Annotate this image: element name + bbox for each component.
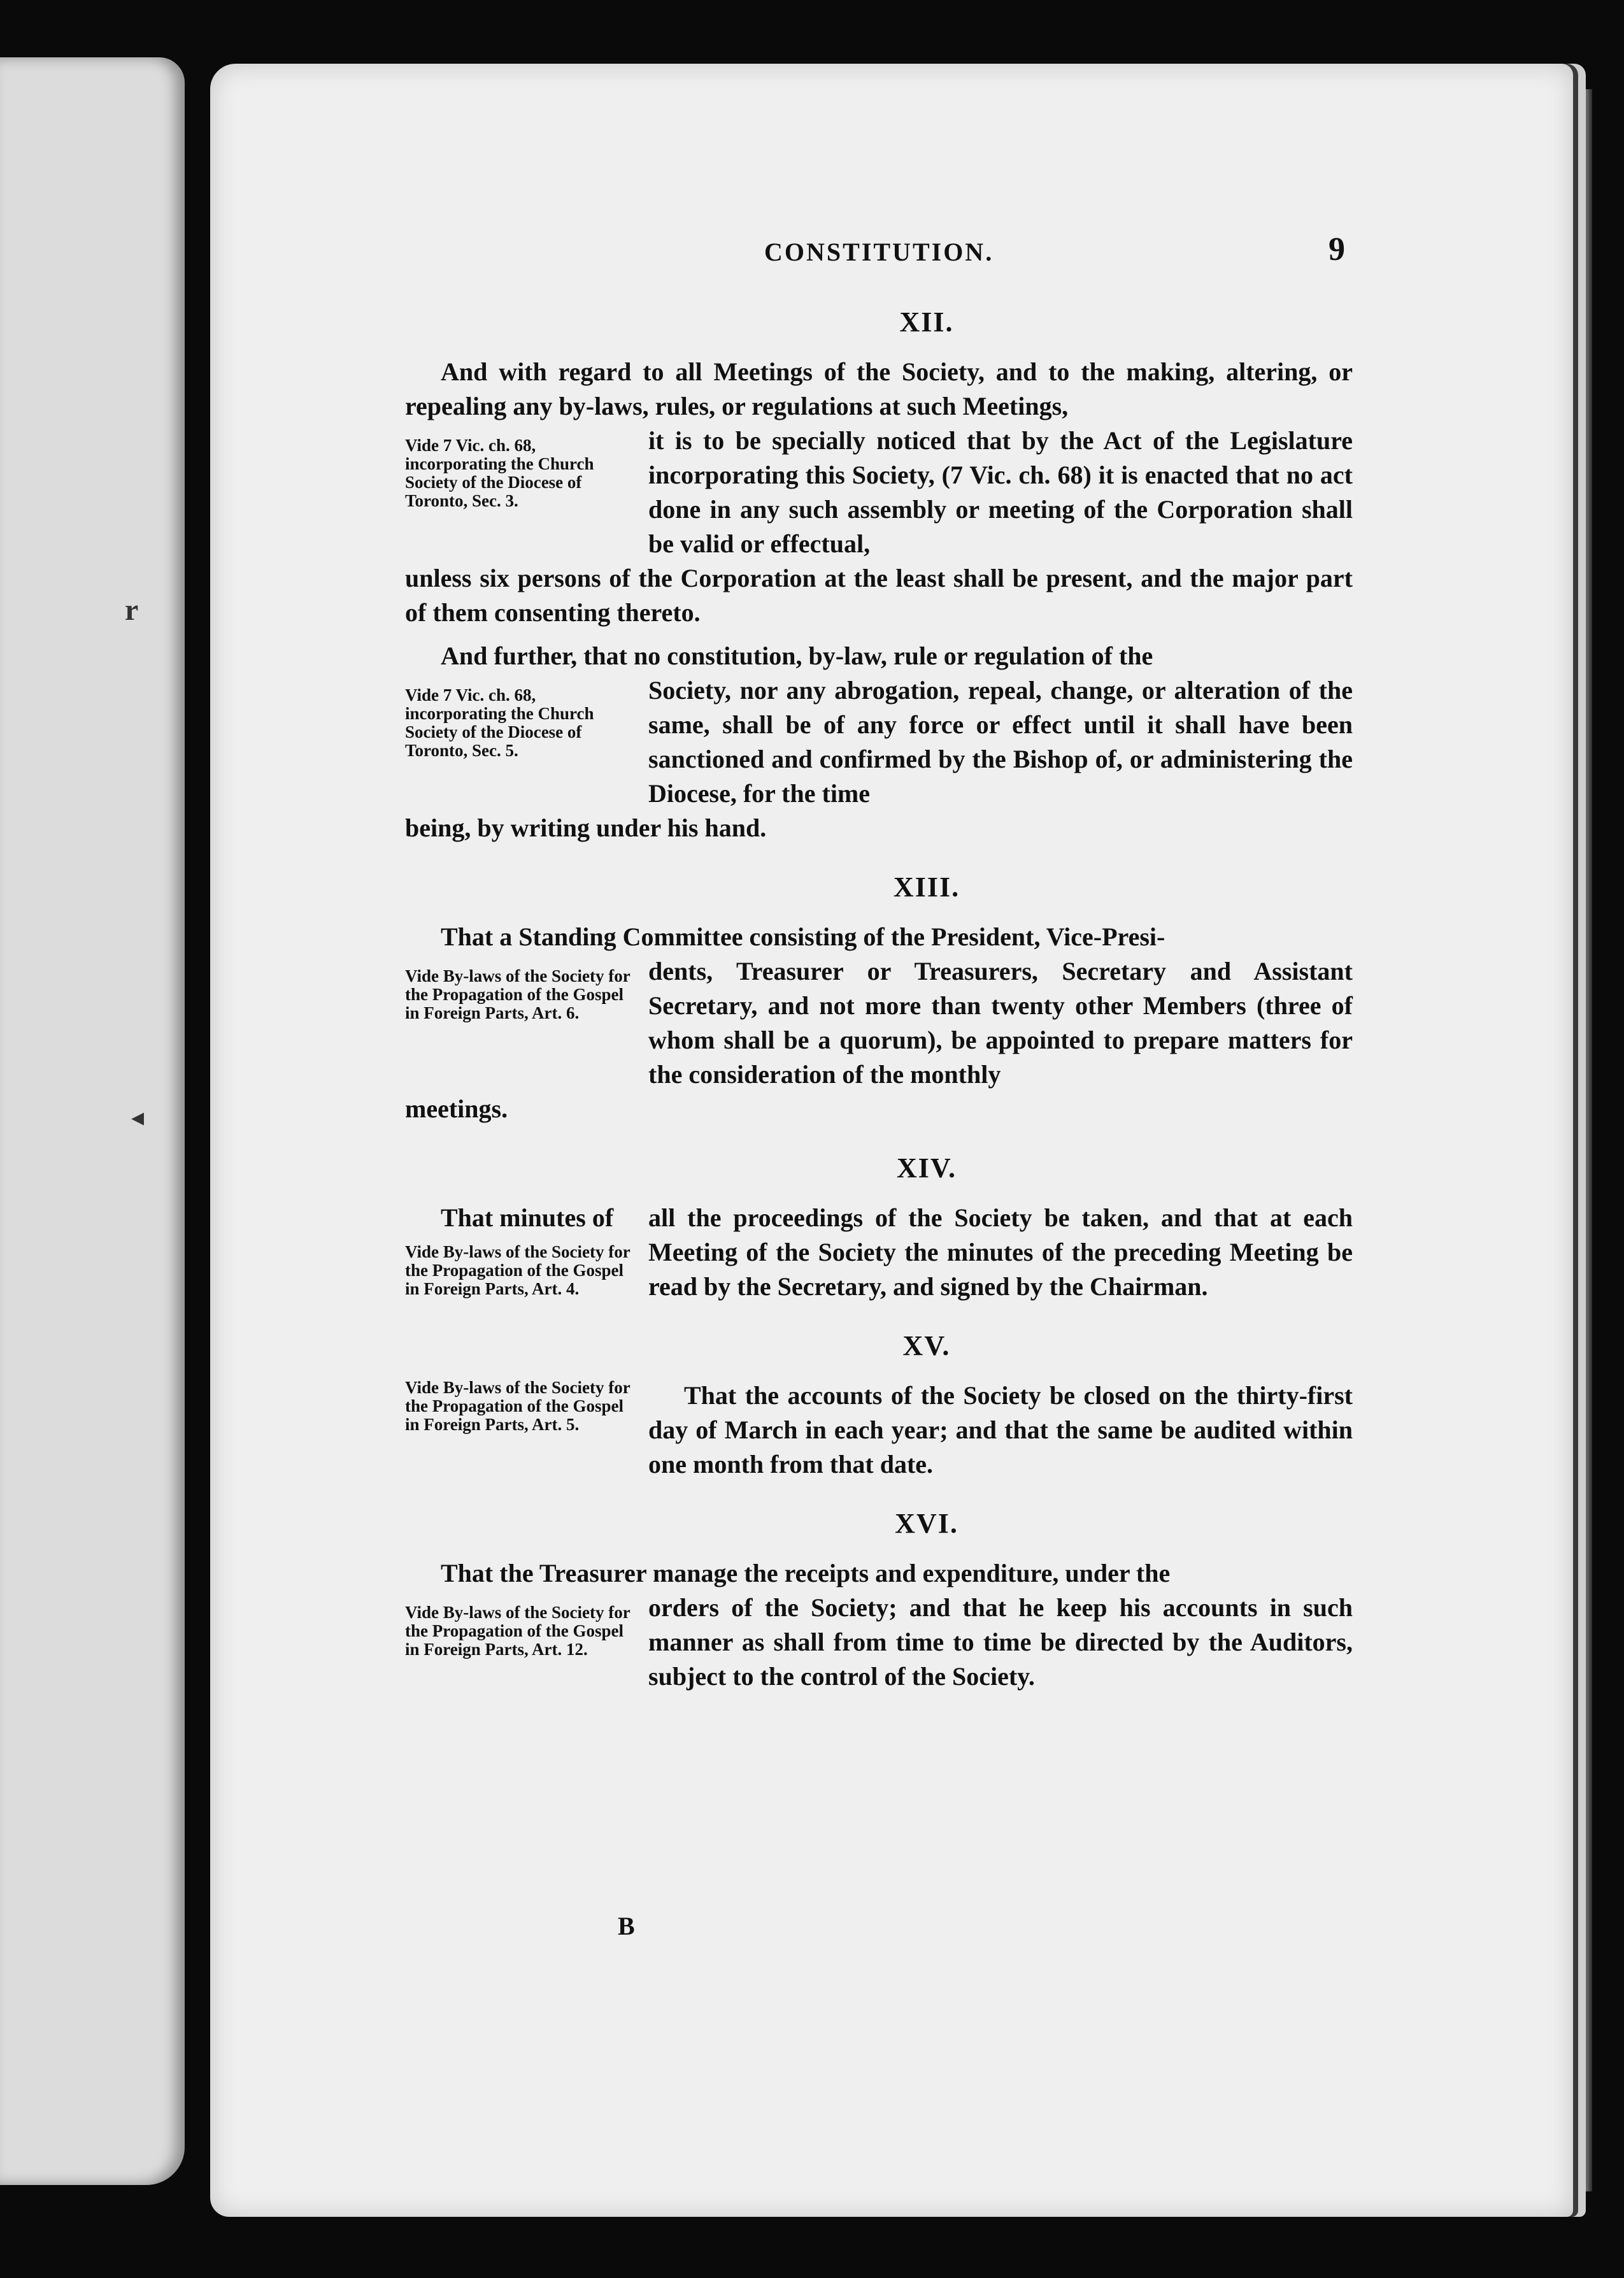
section-body: all the proceedings of the Society be taken, and that at each Meeting of the Society the minutes of the preceding Meeting be read by the Secretary, and signed by the Chairman. — [648, 1203, 1353, 1301]
section-lead: That a Standing Committee consisting of the President, Vice-Presi- — [441, 922, 1165, 951]
margin-note-2: Vide 7 Vic. ch. 68, incorporating the Church Society of the Diocese of Toronto, Sec. 5. — [405, 685, 594, 760]
section-number: XII. — [899, 306, 954, 338]
margin-mark: r — [125, 593, 139, 627]
facing-page-edge — [0, 57, 185, 2185]
running-head: CONSTITUTION. — [764, 238, 994, 266]
section-body: it is to be specially noticed that by the Act of the Legislature incorporating this Society, (7 Vic. ch. 68) it is enacted that no act done in any such assembly or meeting of the Corporation shall be valid or effectual, — [648, 426, 1353, 558]
section-number: XIV. — [896, 1152, 957, 1184]
section-body: dents, Treasurer or Treasurers, Secretary and Assistant Secretary, and not more than twenty other Members (three of whom shall be a quorum), be appointed to prepare matters for the consideration of the monthly — [648, 957, 1353, 1089]
page-content — [405, 306, 1353, 1694]
page-number: 9 — [1328, 231, 1345, 268]
section-lead-2: And further, that no constitution, by-law, rule or regulation of the — [441, 641, 1153, 670]
section-xii — [405, 306, 1353, 845]
section-row — [405, 1591, 1353, 1694]
section-body: orders of the Society; and that he keep his accounts in such manner as shall from time to time be directed by the Auditors, subject to the control of the Society. — [648, 1593, 1353, 1691]
margin-column — [405, 1201, 648, 1298]
margin-note: Vide 7 Vic. ch. 68, incorporating the Church Society of the Diocese of Toronto, Sec. 3. — [405, 436, 594, 510]
margin-note: Vide By-laws of the Society for the Propagation of the Gospel in Foreign Parts, Art. 6. — [405, 966, 630, 1022]
section-row-2 — [405, 673, 1353, 811]
page-stack-edge — [1573, 89, 1592, 2191]
margin-note: Vide By-laws of the Society for the Propagation of the Gospel in Foreign Parts, Art. 4. — [405, 1242, 630, 1298]
section-xiii — [405, 871, 1353, 1126]
section-row — [405, 424, 1353, 561]
section-lead: And with regard to all Meetings of the Society, and to the making, altering, or repealing any by-laws, rules, or regulations at such Meetings, — [405, 357, 1353, 420]
section-xiv — [405, 1152, 1353, 1304]
signature-mark: B — [618, 1912, 635, 1940]
section-row — [405, 1201, 1353, 1304]
section-number: XVI. — [895, 1508, 958, 1539]
section-lead: That the Treasurer manage the receipts and expenditure, under the — [441, 1559, 1171, 1587]
section-xv — [405, 1329, 1353, 1482]
section-body: That the accounts of the Society be closed on the thirty-first day of March in each year; and that the same be audited within one month from that date. — [648, 1381, 1353, 1479]
section-lead: That minutes of — [441, 1203, 614, 1232]
section-tail: meetings. — [405, 1094, 508, 1123]
section-number: XV. — [902, 1330, 951, 1361]
section-xvi — [405, 1507, 1353, 1694]
section-number: XIII. — [893, 871, 960, 903]
section-tail-2: being, by writing under his hand. — [405, 813, 767, 842]
margin-note: Vide By-laws of the Society for the Propagation of the Gospel in Foreign Parts, Art. 5. — [405, 1378, 630, 1434]
margin-arrow-mark: ◂ — [131, 1103, 145, 1131]
section-row — [405, 954, 1353, 1092]
section-body-2: Society, nor any abrogation, repeal, change, or alteration of the same, shall be of any force or effect until it shall have been sanctioned and confirmed by the Bishop of, or administering the Diocese, for the time — [648, 676, 1353, 808]
margin-note: Vide By-laws of the Society for the Propagation of the Gospel in Foreign Parts, Art. 12. — [405, 1603, 630, 1659]
section-tail: unless six persons of the Corporation at the least shall be present, and the major part of them consenting thereto. — [405, 564, 1353, 627]
section-row — [405, 1379, 1353, 1482]
